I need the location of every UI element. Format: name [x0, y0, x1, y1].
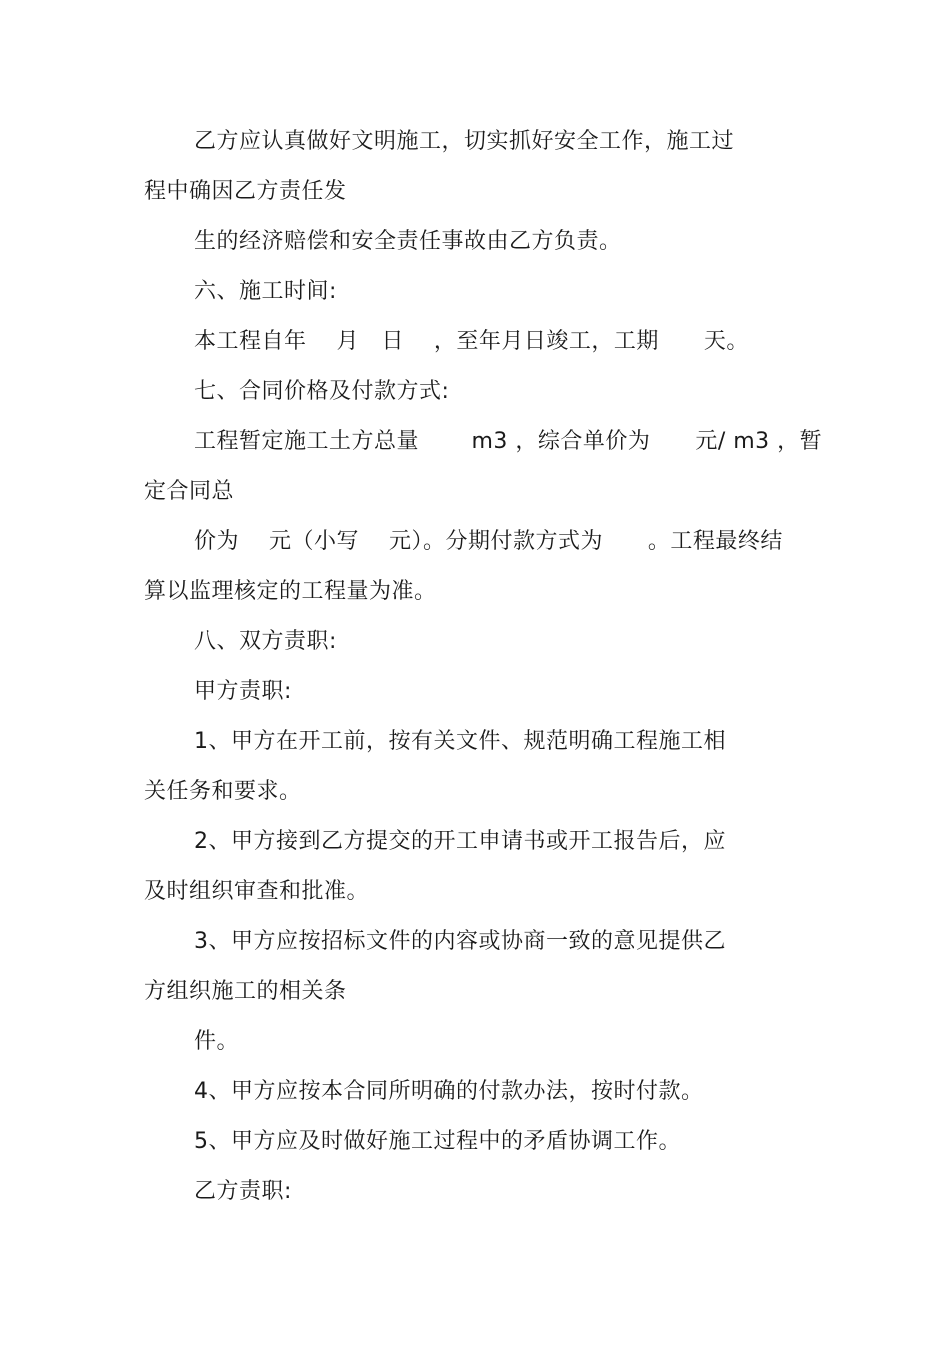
text-line: 算以监理核定的工程量为准。	[144, 579, 437, 604]
list-item: 2、甲方接到乙方提交的开工申请书或开工报告后，应	[194, 829, 726, 854]
list-item: 5、甲方应及时做好施工过程中的矛盾协调工作。	[194, 1129, 681, 1154]
section-heading: 八、双方责职:	[194, 629, 337, 654]
text-line: 程中确因乙方责任发	[144, 179, 347, 204]
subsection-heading: 乙方责职:	[194, 1179, 292, 1204]
text-line: 乙方应认真做好文明施工，切实抓好安全工作，施工过	[194, 129, 735, 154]
text-line: 价为 元（小写 元）。分期付款方式为 。工程最终结	[194, 529, 783, 554]
subsection-heading: 甲方责职:	[194, 679, 292, 704]
text-line: 工程暂定施工土方总量 m3 ，综合单价为 元/ m3 ，暂	[194, 429, 823, 454]
section-heading: 七、合同价格及付款方式:	[194, 379, 450, 404]
list-item-continuation: 关任务和要求。	[144, 779, 302, 804]
section-heading: 六、施工时间:	[194, 279, 337, 304]
list-item-continuation: 及时组织审查和批准。	[144, 879, 370, 904]
list-item-continuation: 件。	[194, 1029, 240, 1054]
text-line: 本工程自年 月 日 ，至年月日竣工，工期 天。	[194, 329, 749, 354]
list-item-continuation: 方组织施工的相关条	[144, 979, 347, 1004]
text-line: 生的经济赔偿和安全责任事故由乙方负责。	[194, 229, 622, 254]
list-item: 1、甲方在开工前，按有关文件、规范明确工程施工相	[194, 729, 726, 754]
list-item: 4、甲方应按本合同所明确的付款办法，按时付款。	[194, 1079, 704, 1104]
text-line: 定合同总	[144, 479, 235, 504]
list-item: 3、甲方应按招标文件的内容或协商一致的意见提供乙	[194, 929, 726, 954]
